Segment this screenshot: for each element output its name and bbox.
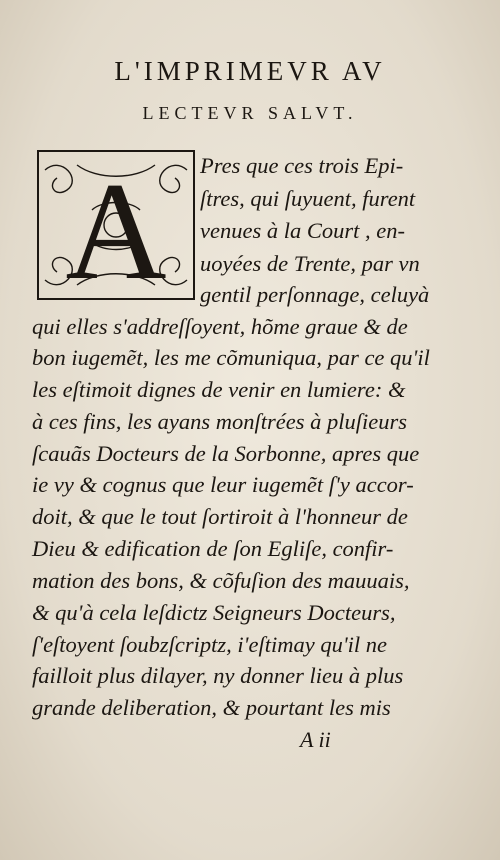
- heading-line-1: L'IMPRIMEVR AV: [114, 56, 386, 86]
- decorated-initial-letter: [37, 150, 195, 300]
- body-text-line: qui elles s'addreſſoyent, hõme graue & de: [32, 314, 408, 339]
- body-text-line: ſcauãs Docteurs de la Sorbonne, apres que: [32, 441, 420, 466]
- body-text-line: & qu'à cela leſdictz Seigneurs Docteurs,: [32, 600, 396, 625]
- body-text-line: failloit plus dilayer, ny donner lieu à plus: [32, 663, 404, 688]
- body-text-line: Dieu & edification de ſon Egliſe, confir-: [32, 536, 394, 561]
- body-text-line: ſ'eſtoyent ſoubzſcriptz, i'eſtimay qu'il ne: [32, 632, 388, 657]
- initial-glyph: A: [65, 154, 167, 300]
- body-text-line: bon iugemẽt, les me cõmuniqua, par ce qu'il: [32, 345, 430, 370]
- body-text-line: ſtres, qui ſuyuent, furent: [200, 186, 416, 211]
- body-text-line: Pres que ces trois Epi-: [200, 153, 404, 178]
- heading-line-2: LECTEVR SALVT.: [142, 103, 358, 123]
- body-text-line: à ces fins, les ayans monſtrées à pluſieurs: [32, 409, 407, 434]
- body-text-line: ie vy & cognus que leur iugemẽt ſ'y accor-: [32, 472, 414, 497]
- body-text-line: doit, & que le tout ſortiroit à l'honneur de: [32, 504, 408, 529]
- body-text-line: uoyées de Trente, par vn: [200, 251, 420, 276]
- body-text-line: mation des bons, & cõfuſion des mauuais,: [32, 568, 410, 593]
- body-text-line: gentil perſonnage, celuyà: [200, 282, 430, 307]
- body-text-line: grande deliberation, & pourtant les mis: [32, 695, 391, 720]
- body-text-line: les eſtimoit dignes de venir en lumiere: &: [32, 377, 406, 402]
- body-text-line: venues à la Court , en-: [200, 218, 405, 243]
- signature-mark: A ii: [300, 727, 331, 752]
